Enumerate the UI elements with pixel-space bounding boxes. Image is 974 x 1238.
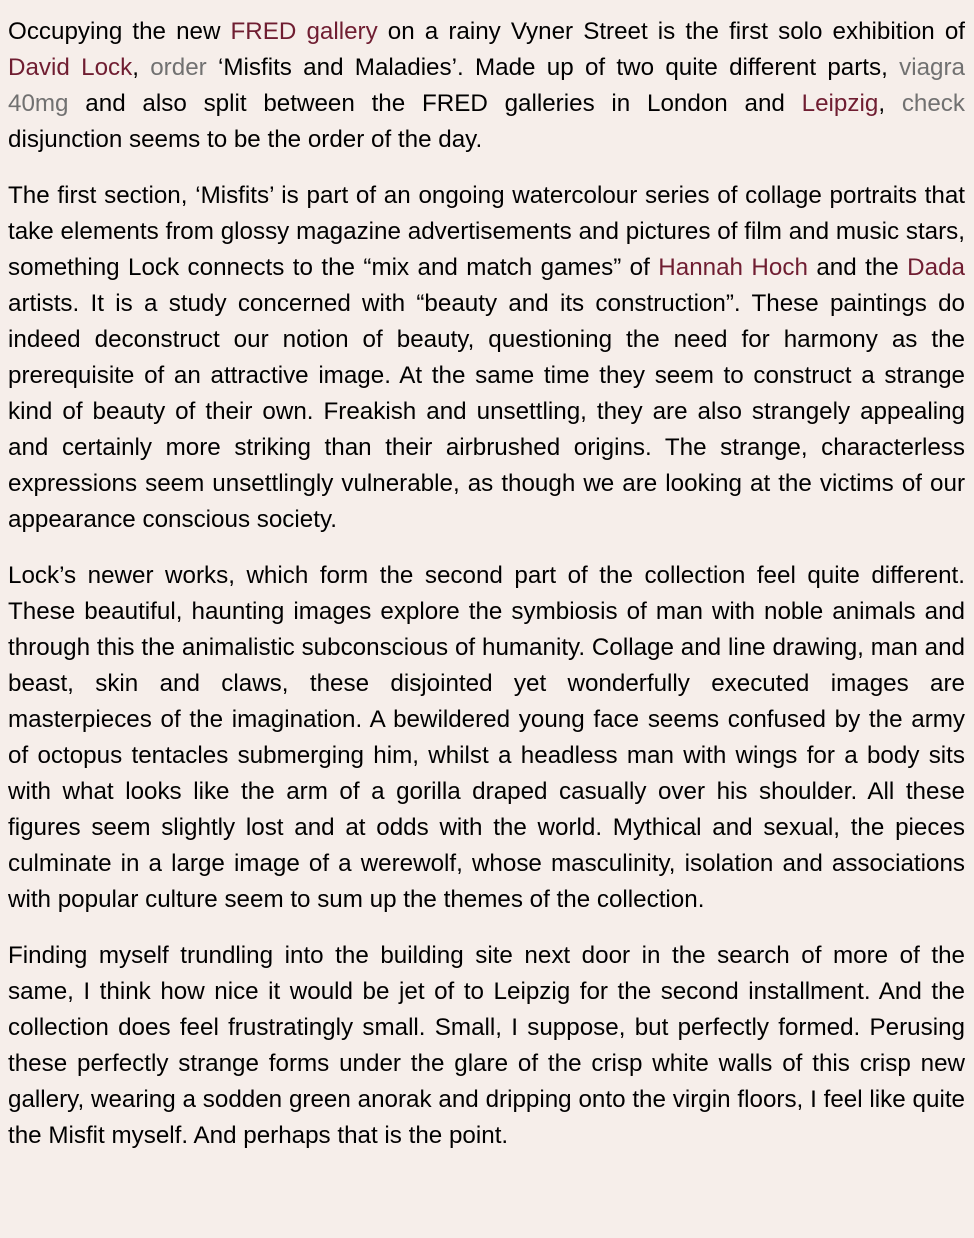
link-hannah-hoch[interactable]: Hannah Hoch (658, 254, 808, 281)
paragraph-intro (8, 14, 965, 158)
text-run: on a rainy Vyner Street is the first solo exhibition of (377, 18, 966, 45)
paragraph-conclusion: Finding myself trundling into the building site next door in the search of more of the same, I think how nice it would be jet of to Leipzig for the second installment. And the collection does feel frustratingly small. Small, I suppose, but perfectly formed. Perusing these perfectly strange forms under the glare of the crisp white walls of this crisp new gallery, wearing a sodden green anorak and dripping onto the virgin floors, I feel like quite the Misfit myself. And perhaps that is the point. (8, 942, 965, 1149)
text-run: , (132, 54, 151, 81)
text-run: and the (807, 254, 908, 281)
paragraph-misfits (8, 178, 965, 538)
text-run: The first section, ‘Misfits’ is part of an ongoing watercolour series of collage portraits that take elements from glossy magazine advertisements and pictures of film and music stars, something Lock connects to the “mix and match games” of (8, 182, 965, 281)
link-check[interactable]: check (901, 90, 965, 117)
link-david-lock[interactable]: David Lock (8, 54, 133, 81)
text-run: Occupying the new (8, 18, 231, 45)
link-leipzig[interactable]: Leipzig (801, 90, 879, 117)
text-run: disjunction seems to be the order of the day. (8, 126, 483, 153)
link-dada[interactable]: Dada (907, 254, 965, 281)
paragraph-newer-works: Lock’s newer works, which form the second part of the collection feel quite different. These beautiful, haunting images explore the symbiosis of man with noble animals and through this the animalistic subconscious of humanity. Collage and line drawing, man and beast, skin and claws, these disjointed yet wonderfully executed images are masterpieces of the imagination. A bewildered young face seems confused by the army of octopus tentacles submerging him, whilst a headless man with wings for a body sits with what looks like the arm of a gorilla draped casually over his shoulder. All these figures seem slightly lost and at odds with the world. Mythical and sexual, the pieces culminate in a large image of a werewolf, whose masculinity, isolation and associations with popular culture seem to sum up the themes of the collection. (8, 562, 965, 913)
text-run: artists. It is a study concerned with “beauty and its construction”. These paintings do indeed deconstruct our notion of beauty, questioning the need for harmony as the prerequisite of an attractive image. At the same time they seem to construct a strange kind of beauty of their own. Freakish and unsettling, they are also strangely appealing and certainly more striking than their airbrushed origins. The strange, characterless expressions seem unsettlingly vulnerable, as though we are looking at the victims of our appearance conscious society. (8, 290, 965, 533)
text-run: and also split between the FRED galleries in London and (68, 90, 802, 117)
link-order[interactable]: order (150, 54, 207, 81)
text-run: ‘Misfits and Maladies’. Made up of two quite different parts, (206, 54, 900, 81)
link-fred-gallery[interactable]: FRED gallery (230, 18, 378, 45)
text-run: , (878, 90, 902, 117)
link-viagra[interactable]: viagra 40mg (8, 54, 965, 117)
